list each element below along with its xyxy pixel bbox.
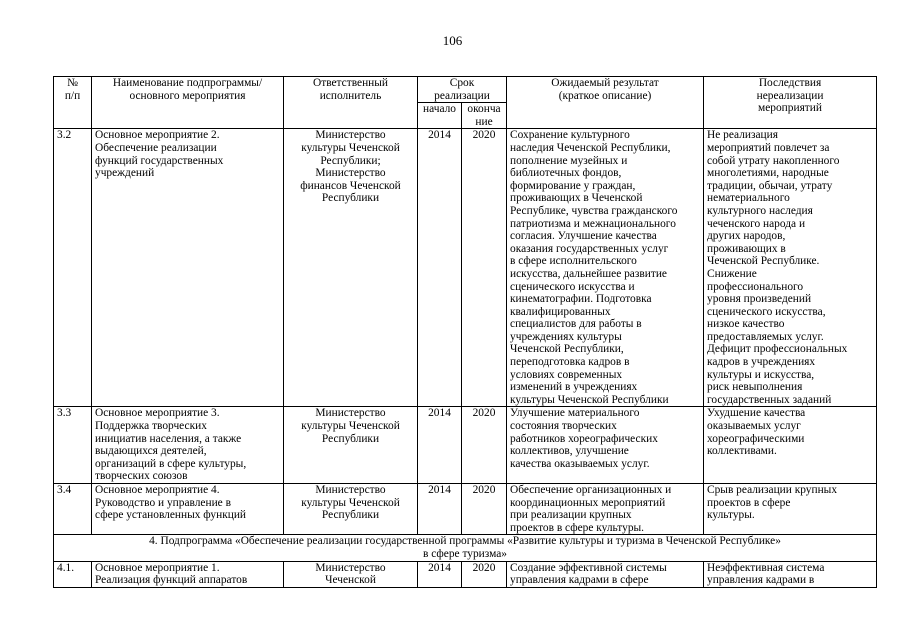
row-responsible: Министерство культуры Чеченской Республики: [284, 484, 418, 535]
row-result: Создание эффективной системы управления кадрами в сфере: [507, 561, 704, 587]
row-responsible: Министерство Чеченской: [284, 561, 418, 587]
row-end: 2020: [462, 129, 507, 407]
header-responsible: Ответственный исполнитель: [284, 77, 418, 129]
header-start: начало: [418, 103, 462, 129]
activities-table: [53, 76, 877, 588]
row-result: Улучшение материального состояния творческих работников хореографических коллективов, улучшение качества оказываемых услуг.: [507, 407, 704, 484]
row-result: Сохранение культурного наследия Чеченской Республики, пополнение музейных и библиотечных фондов, формирование у граждан, проживающих в Чеченской Республике, чувства гражданского патриотизма и межнационального согласия. Улучшение качества оказания государственных услуг в сфере исполнительского искусства, дальнейшее развитие сценического искусства и кинематографии. Подготовка квалифицированных специалистов для работы в учреждениях культуры Чеченской Республики, переподготовка кадров в условиях современных изменений в учреждениях культуры Чеченской Республики: [507, 129, 704, 407]
header-period: Срок реализации: [418, 77, 507, 103]
page-number: 106: [442, 33, 463, 48]
header-consequences: Последствия нереализации мероприятий: [704, 77, 877, 129]
row-name: Основное мероприятие 4. Руководство и управление в сфере установленных функций: [92, 484, 284, 535]
header-number: № п/п: [54, 77, 92, 129]
subprogram-title: 4. Подпрограмма «Обеспечение реализации государственной программы «Развитие культуры и туризма в Чеченской Республике» в сфере туризма»: [54, 535, 877, 561]
table-row: [54, 407, 877, 484]
row-number: 3.2: [54, 129, 92, 407]
row-number: 3.3: [54, 407, 92, 484]
table-row: [54, 129, 877, 407]
row-end: 2020: [462, 484, 507, 535]
row-name: Основное мероприятие 3. Поддержка творческих инициатив населения, а также выдающихся деятелей, организаций в сфере культуры, творческих союзов: [92, 407, 284, 484]
table-row: [54, 484, 877, 535]
row-consequences: Неэффективная система управления кадрами в: [704, 561, 877, 587]
header-name: Наименование подпрограммы/ основного мероприятия: [92, 77, 284, 129]
row-name: Основное мероприятие 2. Обеспечение реализации функций государственных учреждений: [92, 129, 284, 407]
row-name: Основное мероприятие 1. Реализация функций аппаратов: [92, 561, 284, 587]
row-consequences: Не реализация мероприятий повлечет за собой утрату накопленного многолетиями, народные традиции, обычаи, утрату нематериального культурного наследия чеченского народа и других народов, проживающих в Чеченской Республике. Снижение профессионального уровня произведений сценического искусства, низкое качество предоставляемых услуг. Дефицит профессиональных кадров в учреждениях культуры и искусства, риск невыполнения государственных заданий: [704, 129, 877, 407]
row-start: 2014: [418, 561, 462, 587]
header-result: Ожидаемый результат (краткое описание): [507, 77, 704, 129]
row-end: 2020: [462, 407, 507, 484]
row-start: 2014: [418, 129, 462, 407]
table-row: [54, 561, 877, 587]
row-number: 4.1.: [54, 561, 92, 587]
header-row: [54, 77, 877, 103]
row-consequences: Срыв реализации крупных проектов в сфере культуры.: [704, 484, 877, 535]
row-consequences: Ухудшение качества оказываемых услуг хореографическими коллективами.: [704, 407, 877, 484]
section-row: [54, 535, 877, 561]
row-responsible: Министерство культуры Чеченской Республики: [284, 407, 418, 484]
row-responsible: Министерство культуры Чеченской Республики; Министерство финансов Чеченской Республики: [284, 129, 418, 407]
row-end: 2020: [462, 561, 507, 587]
row-start: 2014: [418, 484, 462, 535]
row-number: 3.4: [54, 484, 92, 535]
row-result: Обеспечение организационных и координационных мероприятий при реализации крупных проектов в сфере культуры.: [507, 484, 704, 535]
header-end: оконча ние: [462, 103, 507, 129]
row-start: 2014: [418, 407, 462, 484]
